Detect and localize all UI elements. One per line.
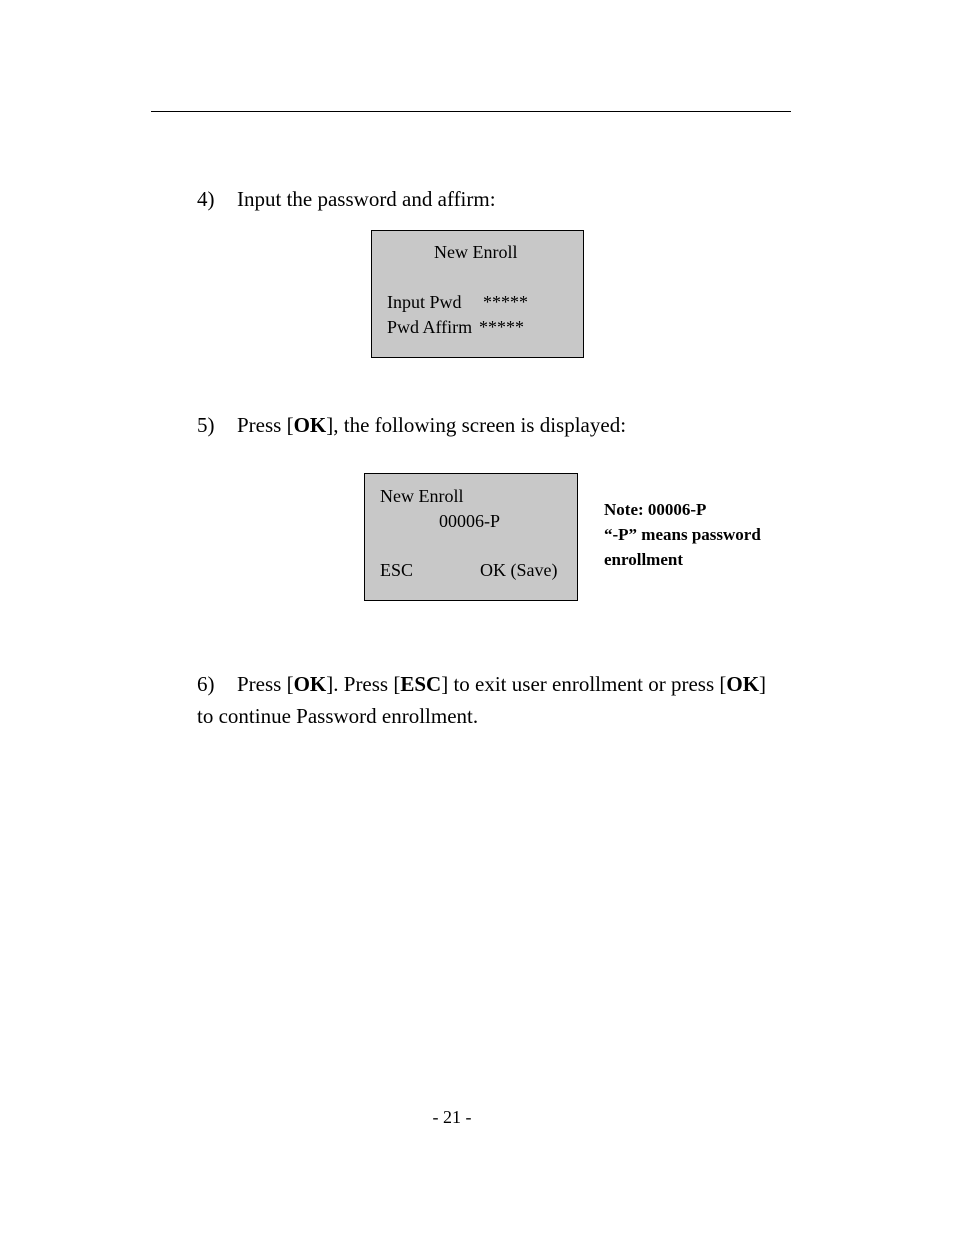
lcd-user-id: 00006-P <box>439 511 501 531</box>
step-5-text-b: ], the following screen is displayed: <box>326 413 627 437</box>
ok-key-label: OK <box>293 413 327 437</box>
ok-key-label: OK <box>726 672 760 696</box>
lcd-pwd-affirm-value: ***** <box>479 317 524 337</box>
note-line-2: “-P” means password <box>604 525 761 544</box>
lcd-esc-softkey: ESC <box>380 560 414 580</box>
step-6-number: 6) <box>197 672 215 696</box>
step-6-text-c: ] to exit user enrollment or press [ <box>441 672 727 696</box>
header-rule <box>151 111 791 112</box>
step-6-text-b: ]. Press [ <box>326 672 401 696</box>
lcd-screen-password <box>371 230 584 358</box>
step-4-text: Input the password and affirm: <box>237 187 496 211</box>
step-5-number: 5) <box>197 413 215 437</box>
esc-key-label: ESC <box>400 672 442 696</box>
lcd-title: New Enroll <box>434 242 518 262</box>
step-4 <box>197 183 496 215</box>
step-5 <box>197 409 626 441</box>
step-6-text-a: Press [ <box>237 672 294 696</box>
note-line-3: enrollment <box>604 550 684 569</box>
step-6-line-2: to continue Password enrollment. <box>197 704 479 728</box>
note-line-1: Note: 00006-P <box>604 500 707 519</box>
enrollment-note <box>604 497 761 572</box>
page-number: - 21 - <box>432 1107 472 1127</box>
step-5-text-a: Press [ <box>237 413 294 437</box>
lcd-input-pwd-label: Input Pwd <box>387 292 462 312</box>
lcd-pwd-affirm-label: Pwd Affirm <box>387 317 473 337</box>
lcd-screen-save <box>364 473 578 601</box>
lcd-input-pwd-value: ***** <box>483 292 528 312</box>
step-4-number: 4) <box>197 187 215 211</box>
lcd-ok-save-softkey: OK (Save) <box>480 560 558 580</box>
lcd-title: New Enroll <box>380 486 464 506</box>
step-6 <box>197 668 766 732</box>
step-6-text-d: ] <box>759 672 767 696</box>
ok-key-label: OK <box>293 672 327 696</box>
step-6-line-1 <box>197 668 766 700</box>
